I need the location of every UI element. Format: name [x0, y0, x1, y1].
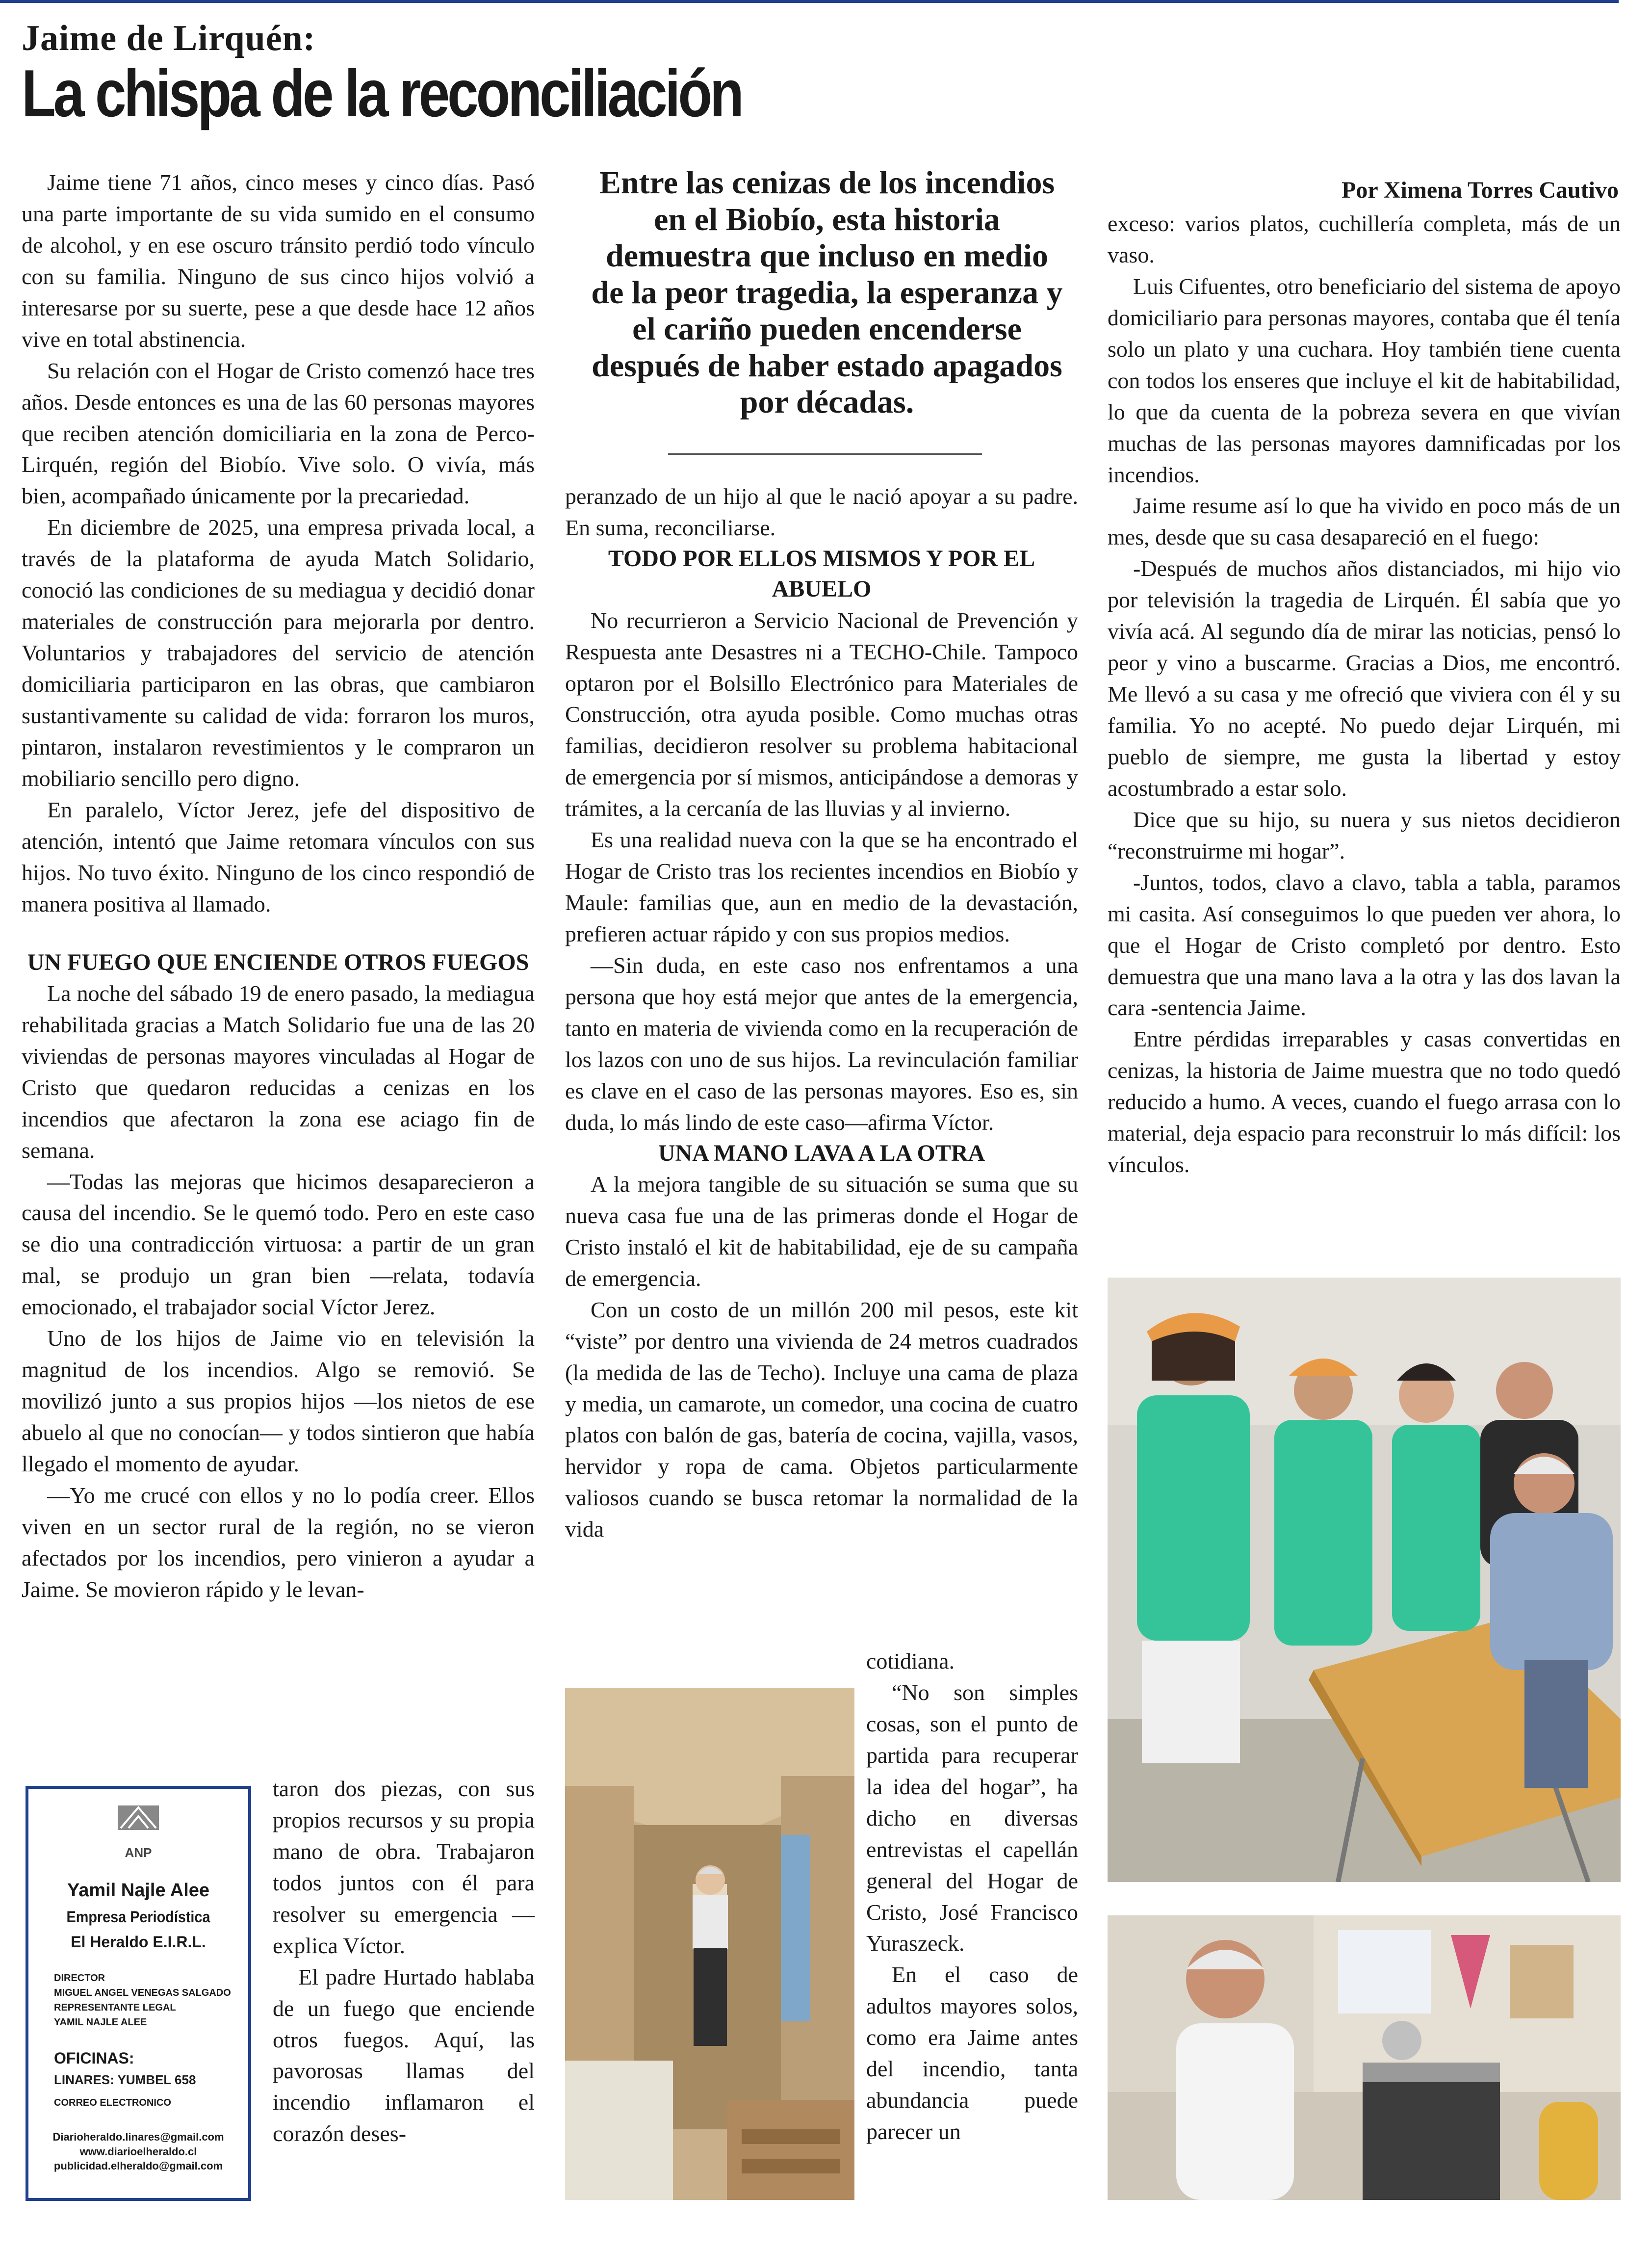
paragraph: En el caso de adultos mayores solos, como era Jaime antes del incendio, tanta abundancia puede parecer un: [866, 1962, 1078, 2144]
paragraph: —Sin duda, en este caso nos enfrentamos a una persona que hoy está mejor que antes de la emergencia, tanto en materia de vivienda como en la recuperación de los lazos con uno de sus hijos. La revinculación familiar es clave en el caso de las personas mayores. Eso es, sin duda, lo más lindo de este caso—afirma Víctor.: [565, 952, 1078, 1135]
paragraph: Luis Cifuentes, otro beneficiario del sistema de apoyo domiciliario para personas mayores, contaba que él tenía solo un plato y una cuchara. Hoy también tiene cuenta con todos los enseres que incluye el kit de habitabilidad, lo que da cuenta de la pobreza severa en que vivían muchas de las personas mayores damnificadas por los incendios.: [1108, 273, 1621, 487]
email-link[interactable]: Diarioheraldo.linares@gmail.com: [52, 2131, 224, 2143]
photo-volunteers-group: [1108, 1278, 1621, 1882]
director-label: DIRECTOR: [54, 1973, 105, 1984]
paragraph: Con un costo de un millón 200 mil pesos, este kit “viste” por dentro una vivienda de 24 metros cuadrados (la medida de las de Techo). Incluye una cama de plaza y media, un camarote, un comedor, una cocina de cuatro platos con balón de gas, batería de cocina, vajilla, vasos, hervidor y ropa de cama. Objetos particularmente valiosos cuando se busca retomar la normalidad de la vida: [565, 1297, 1078, 1542]
column-2-wrap: [866, 1646, 1078, 2147]
paragraph: -Después de muchos años distanciados, mi hijo vio por televisión la tragedia de Lirquén. Él sabía que yo vivía acá. Al segundo día de mirar las noticias, pensó lo peor y vino a buscarme. Gracias a Dios, me encontró. Me llevó a su casa y me ofreció que viviera con él y su familia. Yo no acepté. No puedo dejar Lirquén, mi pueblo de siempre, me gusta la libertad y estoy acostumbrado a estar solo.: [1108, 556, 1621, 801]
column-3: [1108, 208, 1621, 1180]
email-link[interactable]: publicidad.elheraldo@gmail.com: [53, 2160, 223, 2172]
section-heading: UNA MANO LAVA A LA OTRA: [658, 1140, 985, 1166]
anp-logo-icon: [114, 1804, 163, 1843]
paragraph: exceso: varios platos, cuchillería completa, más de un vaso.: [1108, 211, 1621, 267]
director-name: MIGUEL ANGEL VENEGAS SALGADO: [54, 1987, 231, 1998]
paragraph: Jaime resume así lo que ha vivido en poco más de un mes, desde que su casa desapareció en el fuego:: [1108, 493, 1621, 550]
paragraph: —Todas las mejoras que hicimos desaparecieron a causa del incendio. Se le quemó todo. Pero en este caso se dio una contradicción virtuosa: a partir de un gran mal, se produjo un gran bien —relata, todavía emocionado, el trabajador social Víctor Jerez.: [22, 1169, 535, 1320]
column-2: [565, 481, 1078, 1545]
paragraph: Su relación con el Hogar de Cristo comenzó hace tres años. Desde entonces es una de las 60 personas mayores que reciben atención domiciliaria en la zona de Perco-Lirquén, región del Biobío. Vive solo. O vivía, más bien, acompañado únicamente por la precariedad.: [22, 358, 535, 509]
article-kicker: Jaime de Lirquén:: [22, 18, 316, 58]
paragraph: El padre Hurtado hablaba de un fuego que enciende otros fuegos. Aquí, las pavorosas llamas del incendio inflamaron el corazón deses-: [273, 1964, 535, 2146]
paragraph: A la mejora tangible de su situación se suma que su nueva casa fue una de las primeras donde el Hogar de Cristo instaló el kit de habitabilidad, eje de su campaña de emergencia.: [565, 1171, 1078, 1291]
pull-quote: Entre las cenizas de los incendios en el Biobío, esta historia demuestra que incluso en medio de la peor tragedia, la esperanza y el cariño pueden encenderse después de haber estado apagados por décadas.: [591, 165, 1063, 420]
paragraph: En diciembre de 2025, una empresa privada local, a través de la plataforma de ayuda Match Solidario, conoció las condiciones de su mediagua y decidió donar materiales de construcción para mejorarla por dentro. Voluntarios y trabajadores del servicio de atención domiciliaria participaron en las obras, que cambiaron sustantivamente su calidad de vida: forraron los muros, pintaron, instalaron revestimientos y le compraron un mobiliario sencillo pero digno.: [22, 515, 535, 791]
paragraph: No recurrieron a Servicio Nacional de Prevención y Respuesta ante Desastres ni a TECHO-Chile. Tampoco optaron por el Bolsillo Electrónico para Materiales de Construcción, otra ayuda posible. Como muchas otras familias, decidieron resolver su problema habitacional de emergencia por sí mismos, anticipándose a demoras y trámites, a la cercanía de las lluvias y al invierno.: [565, 607, 1078, 821]
legal-name: YAMIL NAJLE ALEE: [54, 2017, 147, 2028]
paragraph: Jaime tiene 71 años, cinco meses y cinco días. Pasó una parte importante de su vida sumido en el consumo de alcohol, y en ese oscuro tránsito perdió todo vínculo con su familia. Ninguno de sus cinco hijos volvió a interesarse por su suerte, pese a que desde hace 12 años vive en total abstinencia.: [22, 170, 535, 352]
column-1-wrap: [273, 1773, 535, 2149]
legal-label: REPRESENTANTE LEGAL: [54, 2002, 176, 2013]
owner-name: Yamil Najle Alee: [67, 1880, 210, 1901]
photo-jaime-kitchen: [1108, 1915, 1621, 2200]
anp-label: ANP: [125, 1845, 152, 1860]
column-1: [22, 167, 535, 1605]
paragraph: Uno de los hijos de Jaime vio en televisión la magnitud de los incendios. Algo se removió. Se movilizó junto a sus propios hijos —los nietos de ese abuelo al que no conocían— y todos sintieron que había llegado el momento de ayudar.: [22, 1326, 535, 1476]
byline: Por Ximena Torres Cautivo: [1342, 177, 1619, 203]
photo-jaime-new-house: [565, 1688, 854, 2200]
paragraph: Es una realidad nueva con la que se ha encontrado el Hogar de Cristo tras los recientes incendios en Biobío y Maule: familias que, aun en medio de la devastación, prefieren actuar rápido y con sus propios medios.: [565, 827, 1078, 947]
top-rule: [0, 0, 1619, 3]
paragraph: Dice que su hijo, su nuera y sus nietos decidieron “reconstruirme mi hogar”.: [1108, 807, 1621, 863]
masthead-credit-box: [26, 1786, 251, 2201]
paragraph: La noche del sábado 19 de enero pasado, la mediagua rehabilitada gracias a Match Solidario fue una de las 20 viviendas de personas mayores vinculadas al Hogar de Cristo que quedaron reducidas a cenizas en los incendios que afectaron la zona ese aciago fin de semana.: [22, 980, 535, 1163]
paragraph: Entre pérdidas irreparables y casas convertidas en cenizas, la historia de Jaime muestra que no todo quedó reducido a humo. A veces, cuando el fuego arrasa con lo material, deja espacio para reconstruir lo más difícil: los vínculos.: [1108, 1026, 1621, 1177]
offices-address: LINARES: YUMBEL 658: [54, 2072, 196, 2087]
paragraph: peranzado de un hijo al que le nació apoyar a su padre. En suma, reconciliarse.: [565, 484, 1078, 540]
paragraph: taron dos piezas, con sus propios recursos y su propia mano de obra. Trabajaron todos juntos con él para resolver su emergencia —explica Víctor.: [273, 1776, 535, 1958]
company-name-2: El Heraldo E.I.R.L.: [71, 1933, 206, 1951]
web-link[interactable]: www.diarioelheraldo.cl: [79, 2145, 197, 2158]
divider: [668, 453, 982, 455]
email-label: CORREO ELECTRONICO: [54, 2097, 171, 2108]
company-name: Empresa Periodística: [66, 1908, 210, 1926]
section-heading: TODO POR ELLOS MISMOS Y POR EL ABUELO: [608, 545, 1035, 602]
contact-list: [28, 2130, 248, 2173]
offices-label: OFICINAS:: [54, 2049, 134, 2067]
paragraph: “No son simples cosas, son el punto de partida para recuperar la idea del hogar”, ha dicho en diversas entrevistas el capellán general del Hogar de Cristo, José Francisco Yuraszeck.: [866, 1679, 1078, 1956]
paragraph: En paralelo, Víctor Jerez, jefe del dispositivo de atención, intentó que Jaime retomara vínculos con sus hijos. No tuvo éxito. Ninguno de los cinco respondió de manera positiva al llamado.: [22, 797, 535, 916]
section-heading: UN FUEGO QUE ENCIENDE OTROS FUEGOS: [27, 949, 529, 975]
paragraph: cotidiana.: [866, 1648, 955, 1674]
paragraph: —Yo me crucé con ellos y no lo podía creer. Ellos viven en un sector rural de la región, no se vieron afectados por los incendios, pero vinieron a ayudar a Jaime. Se movieron rápido y le levan-: [22, 1482, 535, 1602]
paragraph: -Juntos, todos, clavo a clavo, tabla a tabla, paramos mi casita. Así conseguimos lo que pueden ver ahora, lo que el Hogar de Cristo completó por dentro. Esto demuestra que una mano lava a la otra y las dos lavan la cara -sentencia Jaime.: [1108, 869, 1621, 1020]
article-title: La chispa de la reconciliación: [22, 56, 742, 131]
